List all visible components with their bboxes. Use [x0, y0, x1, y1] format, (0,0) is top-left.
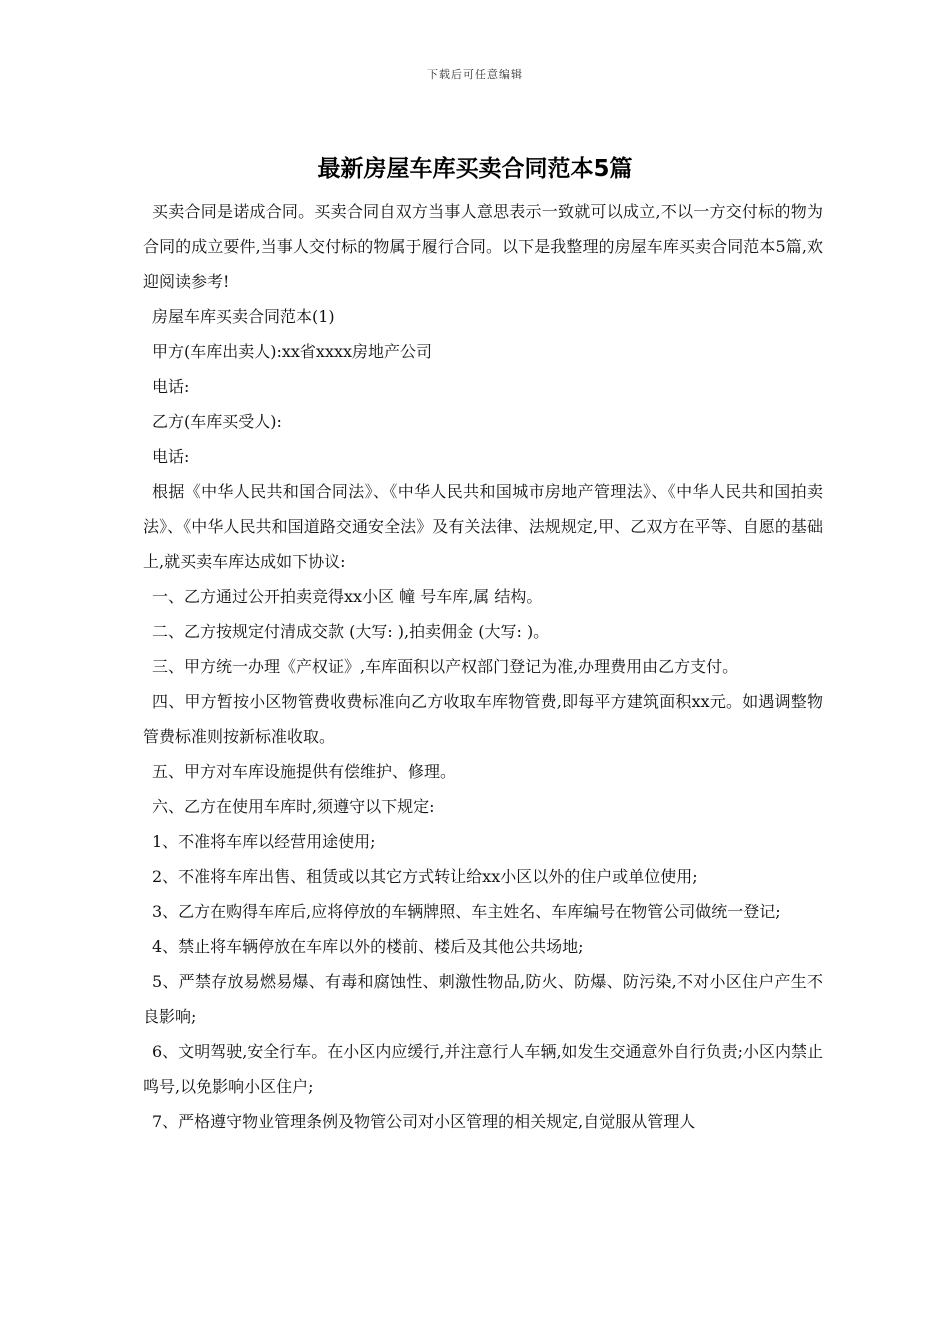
- paragraph-rule-1: 1、不准将车库以经营用途使用;: [152, 832, 376, 851]
- document-body: [143, 194, 823, 1139]
- paragraph-party-b: 乙方(车库买受人):: [152, 412, 282, 431]
- header-note: 下载后可任意编辑: [427, 68, 523, 81]
- paragraph-party-b-phone: 电话:: [152, 447, 190, 466]
- paragraph-clause-1: 一、乙方通过公开拍卖竞得xx小区 幢 号车库,属 结构。: [152, 587, 543, 606]
- paragraph-clause-5: 五、甲方对车库设施提供有偿维护、修理。: [152, 762, 457, 781]
- paragraph-party-a: 甲方(车库出卖人):xx省xxxx房地产公司: [152, 342, 433, 361]
- paragraph-clause-2: 二、乙方按规定付清成交款 (大写: ),拍卖佣金 (大写: )。: [152, 622, 550, 641]
- paragraph-clause-3: 三、甲方统一办理《产权证》,车库面积以产权部门登记为准,办理费用由乙方支付。: [152, 657, 739, 676]
- paragraph-rule-6: 6、文明驾驶,安全行车。在小区内应缓行,并注意行人车辆,如发生交通意外自行负责;小区内禁止鸣号,以免影响小区住户;: [143, 1042, 823, 1096]
- paragraph-rule-2: 2、不准将车库出售、租赁或以其它方式转让给xx小区以外的住户或单位使用;: [152, 867, 698, 886]
- paragraph-rule-7: 7、严格遵守物业管理条例及物管公司对小区管理的相关规定,自觉服从管理人: [152, 1112, 696, 1131]
- paragraph-rule-4: 4、禁止将车辆停放在车库以外的楼前、楼后及其他公共场地;: [152, 937, 584, 956]
- paragraph-rule-5: 5、严禁存放易燃易爆、有毒和腐蚀性、刺激性物品,防火、防爆、防污染,不对小区住户产生不良影响;: [143, 972, 823, 1026]
- paragraph-intro: 买卖合同是诺成合同。买卖合同自双方当事人意思表示一致就可以成立,不以一方交付标的物为合同的成立要件,当事人交付标的物属于履行合同。以下是我整理的房屋车库买卖合同范本5篇,欢迎阅读参考!: [143, 202, 823, 291]
- paragraph-rule-3: 3、乙方在购得车库后,应将停放的车辆牌照、车主姓名、车库编号在物管公司做统一登记;: [152, 902, 781, 921]
- document-title: 最新房屋车库买卖合同范本5篇: [317, 156, 633, 182]
- paragraph-contract-heading: 房屋车库买卖合同范本(1): [152, 307, 335, 326]
- paragraph-party-a-phone: 电话:: [152, 377, 190, 396]
- paragraph-legal-basis: 根据《中华人民共和国合同法》、《中华人民共和国城市房地产管理法》、《中华人民共和国拍卖法》、《中华人民共和国道路交通安全法》及有关法律、法规规定,甲、乙双方在平等、自愿的基础上,就买卖车库达成如下协议:: [143, 482, 823, 571]
- paragraph-clause-4: 四、甲方暂按小区物管费收费标准向乙方收取车库物管费,即每平方建筑面积xx元。如遇调整物管费标准则按新标准收取。: [143, 692, 823, 746]
- paragraph-clause-6: 六、乙方在使用车库时,须遵守以下规定:: [152, 797, 435, 816]
